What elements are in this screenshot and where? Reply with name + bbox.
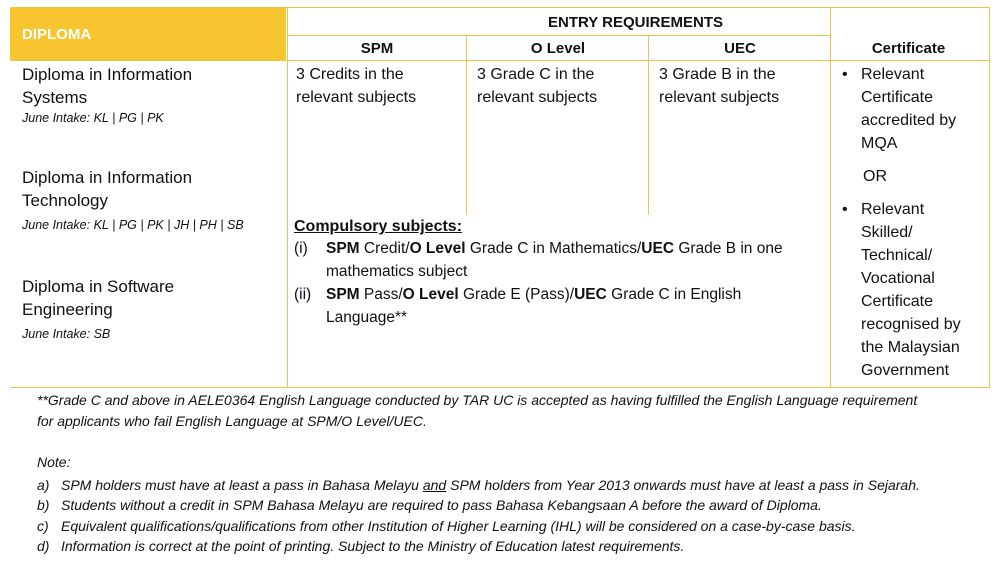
text-part: Language** (326, 309, 408, 326)
diploma-header (10, 8, 286, 60)
diploma-label: DIPLOMA (22, 25, 92, 43)
programme-information-systems (22, 63, 284, 125)
spm-label: SPM (326, 240, 360, 257)
programme-name-line1: Diploma in Software (22, 277, 175, 296)
note-b (37, 495, 992, 516)
text-line: Certificate (861, 293, 934, 310)
note-text: Equivalent qualifications/qualifications from other Institution of Higher Learning (IHL) will be considered on a case-by-case basis. (61, 517, 856, 534)
olevel-requirement-line1: 3 Grade C in the (477, 66, 595, 83)
note-d (37, 536, 992, 557)
grid-line-col3 (648, 36, 649, 215)
text-line: the Malaysian (861, 339, 960, 356)
spm-requirement-line1: 3 Credits in the (296, 66, 404, 83)
item-number: (i) (294, 240, 308, 257)
programme-intake: June Intake: SB (22, 327, 111, 341)
text-part: Grade C in English (606, 286, 742, 303)
spm-requirement-line2: relevant subjects (296, 89, 417, 106)
olevel-requirement-line2: relevant subjects (477, 89, 598, 106)
certificate-item-2 (834, 198, 986, 382)
uec-label: UEC (574, 286, 607, 303)
footnote-line1: **Grade C and above in AELE0364 English Language conducted by TAR UC is accepted as having fulfilled the English Language requirement (37, 392, 918, 408)
grid-line-right (989, 7, 990, 388)
uec-requirement (659, 63, 827, 109)
grid-line-top (10, 7, 990, 8)
entry-requirements-heading: ENTRY REQUIREMENTS (547, 14, 724, 31)
text-part: SPM holders from Year 2013 onwards must have at least a pass in Sejarah. (446, 476, 920, 493)
grid-line-subheader (288, 35, 830, 36)
text-line: accredited by (861, 112, 957, 129)
programme-name-line2: Systems (22, 88, 88, 107)
text-line: Technical/ (861, 247, 933, 264)
footnote-line2: for applicants who fail English Language at SPM/O Level/UEC. (37, 413, 427, 429)
text-line: Vocational (861, 270, 935, 287)
text-part: Grade E (Pass)/ (458, 286, 575, 303)
spm-label: SPM (326, 286, 360, 303)
programme-intake: June Intake: KL | PG | PK | JH | PH | SB (22, 218, 244, 232)
grid-line-header-bottom (10, 60, 990, 61)
programme-name-line1: Diploma in Information (22, 168, 193, 187)
text-part: SPM holders must have at least a pass in Bahasa Melayu (61, 476, 423, 493)
text-part: Pass/ (359, 286, 403, 303)
compulsory-item-ii (294, 283, 826, 329)
text-line: Skilled/ (861, 224, 913, 241)
note-a (37, 475, 992, 496)
compulsory-subjects-title: Compulsory subjects: (294, 218, 463, 235)
text-line: MQA (861, 135, 898, 152)
text-part: Grade C in Mathematics/ (465, 240, 642, 257)
programme-name-line1: Diploma in Information (22, 65, 193, 84)
certificate-item-text (861, 63, 956, 155)
certificate-item-1 (834, 63, 986, 155)
note-letter: a) (37, 476, 50, 493)
programme-name-line2: Engineering (22, 300, 113, 319)
item-text (326, 283, 741, 329)
text-line: Relevant (861, 201, 925, 218)
compulsory-item-i (294, 237, 826, 283)
text-line: Government (861, 362, 950, 379)
text-line: recognised by (861, 316, 961, 333)
compulsory-subjects (294, 218, 826, 329)
note-letter: c) (37, 517, 49, 534)
programme-information-technology (22, 166, 284, 232)
footnote (37, 390, 992, 432)
note-text: Information is correct at the point of printing. Subject to the Ministry of Education latest requirements. (61, 538, 685, 554)
text-part: mathematics subject (326, 263, 468, 280)
col-certificate-header: Certificate (871, 40, 946, 57)
note-c (37, 516, 992, 537)
uec-requirement-line1: 3 Grade B in the (659, 66, 776, 83)
certificate-or: OR (863, 168, 887, 185)
item-text (326, 237, 783, 283)
bullet-icon: • (842, 66, 848, 83)
col-uec-header: UEC (724, 40, 756, 57)
programme-name-line2: Technology (22, 191, 109, 210)
olevel-label: O Level (409, 240, 466, 257)
uec-requirement-line2: relevant subjects (659, 89, 780, 106)
bullet-icon: • (842, 201, 848, 218)
col-spm-header: SPM (360, 40, 394, 57)
text-part: and (422, 476, 447, 493)
certificate-item-text (861, 198, 961, 382)
uec-label: UEC (641, 240, 675, 257)
note-text (61, 475, 920, 496)
grid-line-col1 (287, 7, 288, 388)
grid-line-table-bottom (10, 387, 990, 388)
programme-intake: June Intake: KL | PG | PK (22, 111, 164, 125)
note-text: Students without a credit in SPM Bahasa Melayu are required to pass Bahasa Kebangsaan A before the award of Diploma. (61, 497, 822, 513)
text-part: Grade B in one (674, 240, 783, 257)
certificate-requirements (834, 63, 986, 382)
grid-line-col4 (830, 7, 831, 388)
text-line: Certificate (861, 89, 934, 106)
note-letter: d) (37, 538, 50, 554)
col-olevel-header: O Level (530, 40, 586, 57)
olevel-requirement (477, 63, 645, 109)
note-letter: b) (37, 497, 50, 513)
notes-title: Note: (37, 454, 71, 470)
grid-line-col2 (466, 36, 467, 215)
text-line: Relevant (861, 66, 925, 83)
text-part: Credit/ (359, 240, 410, 257)
item-number: (ii) (294, 286, 312, 303)
notes (37, 452, 992, 557)
programme-software-engineering (22, 275, 284, 341)
olevel-label: O Level (402, 286, 459, 303)
spm-requirement (296, 63, 464, 109)
